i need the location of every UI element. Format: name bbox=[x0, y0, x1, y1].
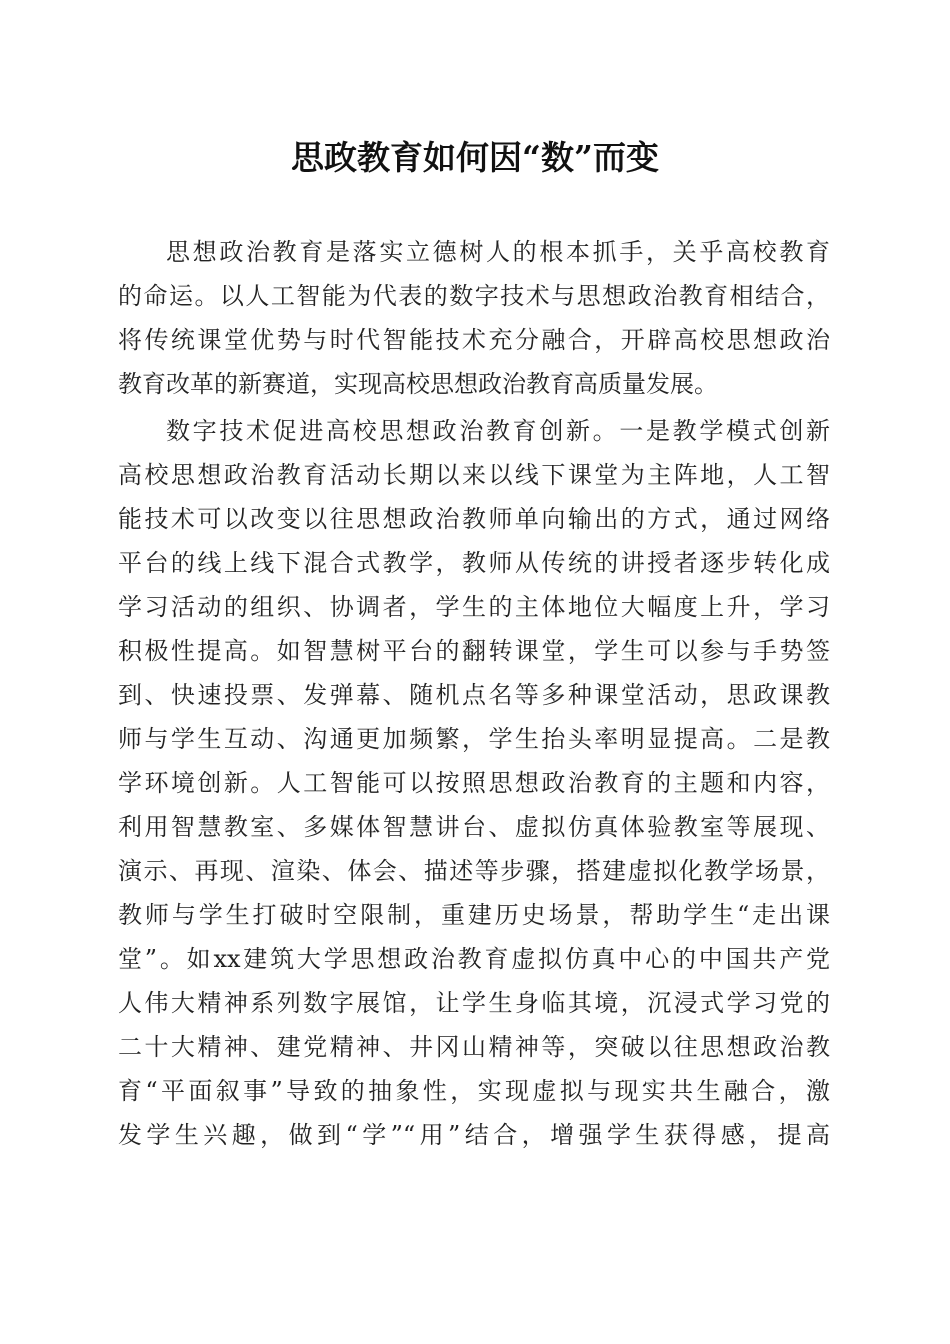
paragraph-line: 到、快速投票、发弹幕、随机点名等多种课堂活动，思政课教 bbox=[118, 681, 830, 709]
paragraph-line: 教育改革的新赛道，实现高校思想政治教育高质量发展。 bbox=[118, 370, 718, 398]
paragraph-line: 学环境创新。人工智能可以按照思想政治教育的主题和内容， bbox=[118, 769, 830, 797]
paragraph-line: 发学生兴趣，做到“学”“用”结合，增强学生获得感，提高 bbox=[118, 1121, 830, 1149]
paragraph-line: 将传统课堂优势与时代智能技术充分融合，开辟高校思想政治 bbox=[118, 326, 830, 354]
paragraph-line: 的命运。以人工智能为代表的数字技术与思想政治教育相结合， bbox=[118, 282, 830, 310]
paragraph-line: 平台的线上线下混合式教学，教师从传统的讲授者逐步转化成 bbox=[118, 549, 830, 577]
paragraph-line: 学习活动的组织、协调者，学生的主体地位大幅度上升，学习 bbox=[118, 593, 830, 621]
paragraph-line: 数字技术促进高校思想政治教育创新。一是教学模式创新 bbox=[166, 417, 830, 445]
paragraph-line: 堂”。如xx建筑大学思想政治教育虚拟仿真中心的中国共产党 bbox=[118, 945, 830, 973]
paragraph-line: 教师与学生打破时空限制，重建历史场景，帮助学生“走出课 bbox=[118, 901, 830, 929]
paragraph-line: 积极性提高。如智慧树平台的翻转课堂，学生可以参与手势签 bbox=[118, 637, 830, 665]
paragraph-line: 育“平面叙事”导致的抽象性，实现虚拟与现实共生融合，激 bbox=[118, 1077, 830, 1105]
paragraph-line: 人伟大精神系列数字展馆，让学生身临其境，沉浸式学习党的 bbox=[118, 989, 830, 1017]
paragraph-line: 能技术可以改变以往思想政治教师单向输出的方式，通过网络 bbox=[118, 505, 830, 533]
paragraph-line: 二十大精神、建党精神、井冈山精神等，突破以往思想政治教 bbox=[118, 1033, 830, 1061]
document-title: 思政教育如何因“数”而变 bbox=[291, 138, 659, 177]
paragraph-line: 利用智慧教室、多媒体智慧讲台、虚拟仿真体验教室等展现、 bbox=[118, 813, 830, 841]
paragraph-line: 演示、再现、渲染、体会、描述等步骤，搭建虚拟化教学场景， bbox=[118, 857, 830, 885]
paragraph-line: 思想政治教育是落实立德树人的根本抓手，关乎高校教育 bbox=[166, 238, 830, 266]
paragraph-line: 高校思想政治教育活动长期以来以线下课堂为主阵地，人工智 bbox=[118, 461, 830, 489]
paragraph-line: 师与学生互动、沟通更加频繁，学生抬头率明显提高。二是教 bbox=[118, 725, 830, 753]
